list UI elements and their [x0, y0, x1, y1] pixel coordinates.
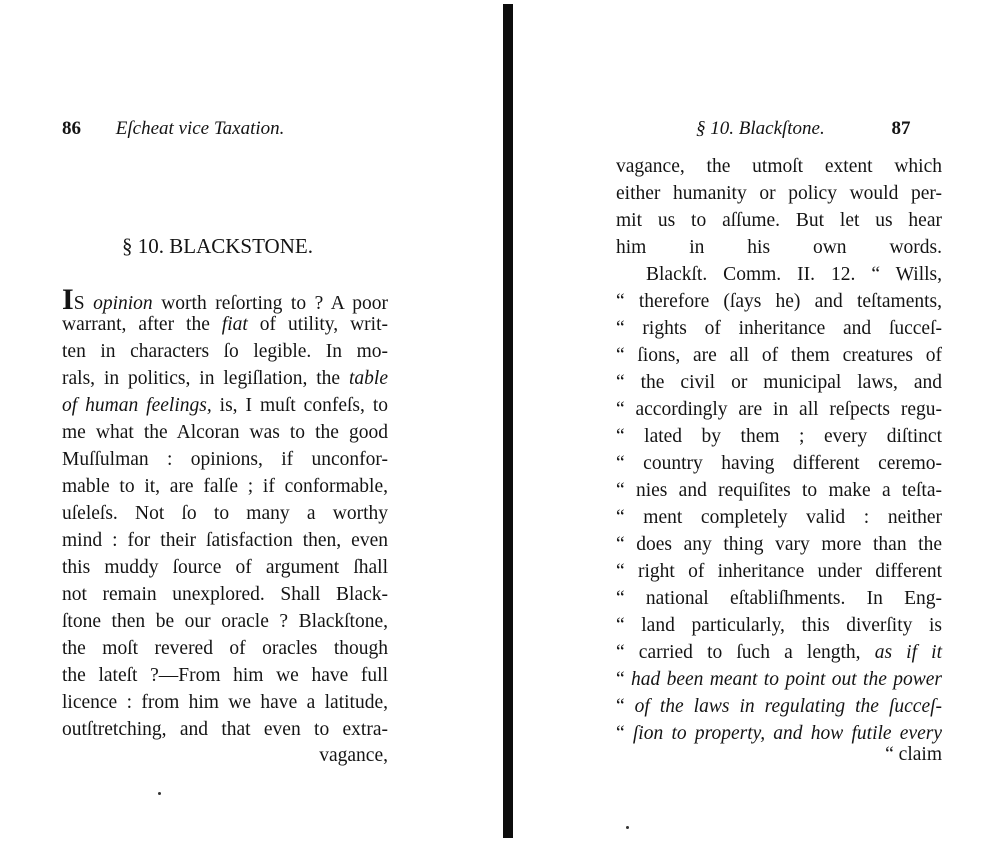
- text-line: [616, 670, 942, 690]
- line-text: vagance, the utmoſt extent which: [616, 156, 942, 177]
- line-text: “ ſions, are all of them creatures of: [616, 345, 942, 366]
- text-line: [62, 423, 388, 443]
- text-line: [62, 283, 388, 316]
- text-line: [616, 157, 942, 177]
- book-gutter: [503, 4, 513, 838]
- text-line: [62, 315, 388, 335]
- left-page-number: 86: [62, 118, 81, 139]
- line-text: of utility, writ-: [247, 314, 388, 335]
- text-line: [62, 531, 388, 551]
- line-text: “: [616, 669, 632, 690]
- left-catchword: vagance,: [319, 745, 388, 766]
- right-running-head: [696, 118, 911, 140]
- text-line: [616, 184, 942, 204]
- line-text: this muddy ſource of argument ſhall: [62, 557, 388, 578]
- italic-text: ſion to property, and how futile every: [632, 723, 943, 744]
- line-text: Blackſt. Comm. II. 12. “ Wills,: [646, 264, 942, 285]
- drop-cap: I: [62, 283, 74, 316]
- text-line: [616, 400, 942, 420]
- line-text: “: [616, 696, 635, 717]
- line-text: “ nies and requiſites to make a teſta-: [616, 480, 942, 501]
- ink-speck: [158, 792, 161, 795]
- line-text: ten in characters ſo legible. In mo-: [62, 341, 388, 362]
- line-text: “ national eſtabliſhments. In Eng-: [616, 588, 942, 609]
- line-text: is, I muſt confeſs, to: [211, 395, 388, 416]
- text-line: [62, 396, 388, 416]
- text-line: [62, 369, 388, 389]
- line-text: warrant, after the: [62, 314, 222, 335]
- left-running-title: Eſcheat vice Taxation.: [115, 118, 285, 139]
- text-line: [616, 346, 942, 366]
- right-page-number: 87: [891, 118, 911, 139]
- text-line: [62, 477, 388, 497]
- line-text: the lateſt ?—From him we have full: [62, 665, 388, 686]
- line-text: mind : for their ſatisfaction then, even: [62, 530, 388, 551]
- line-text: mit us to aſſume. But let us hear: [616, 210, 942, 231]
- line-text: “ does any thing vary more than the: [616, 534, 942, 555]
- text-line: [62, 720, 388, 740]
- line-text: “ ment completely valid : neither: [616, 507, 942, 528]
- line-text: “ rights of inheritance and ſucceſ-: [616, 318, 942, 339]
- line-text: him in his own words.: [616, 237, 942, 258]
- italic-text: had been meant to point out the power: [631, 669, 942, 690]
- line-text: uſeleſs. Not ſo to many a worthy: [62, 503, 388, 524]
- text-line: [616, 319, 942, 339]
- italic-text: of human feelings,: [62, 395, 212, 416]
- section-heading: § 10. BLACKSTONE.: [122, 234, 313, 258]
- line-text: Muſſulman : opinions, if unconfor-: [62, 449, 388, 470]
- line-text: S: [73, 293, 94, 314]
- text-line: [616, 454, 942, 474]
- line-text: licence : from him we have a latitude,: [62, 692, 388, 713]
- italic-text: of the laws in regulating the ſucceſ-: [634, 696, 943, 717]
- text-line: [62, 639, 388, 659]
- italic-text: fiat: [221, 314, 248, 335]
- text-line: [616, 211, 942, 231]
- text-line: [616, 292, 942, 312]
- line-text: me what the Alcoran was to the good: [62, 422, 388, 443]
- line-text: either humanity or policy would per-: [616, 183, 942, 204]
- text-line: [616, 481, 942, 501]
- line-text: “ right of inheritance under different: [616, 561, 942, 582]
- text-line: [616, 427, 942, 447]
- right-catchword: “ claim: [885, 744, 942, 765]
- right-running-title: § 10. Blackſtone.: [696, 118, 825, 139]
- text-line: [616, 643, 942, 663]
- text-line: [62, 612, 388, 632]
- line-text: not remain unexplored. Shall Black-: [62, 584, 388, 605]
- text-line: [616, 562, 942, 582]
- line-text: “ carried to ſuch a length,: [616, 642, 875, 663]
- ink-speck: [626, 826, 629, 829]
- text-line: [616, 724, 942, 744]
- italic-text: as if it: [874, 642, 942, 663]
- text-line: [616, 697, 942, 717]
- line-text: “ the civil or municipal laws, and: [616, 372, 942, 393]
- text-line: [616, 508, 942, 528]
- italic-text: table: [349, 368, 388, 389]
- text-line: [62, 504, 388, 524]
- text-line: [616, 589, 942, 609]
- italic-text: opinion: [93, 293, 153, 314]
- text-line: [62, 693, 388, 713]
- right-page: [516, 0, 1000, 841]
- line-text: “ lated by them ; every diſtinct: [616, 426, 942, 447]
- line-text: “: [616, 723, 633, 744]
- line-text: “ land particularly, this diverſity is: [616, 615, 942, 636]
- line-text: ſtone then be our oracle ? Blackſtone,: [62, 611, 388, 632]
- line-text: mable to it, are falſe ; if conformable,: [62, 476, 388, 497]
- text-line: [62, 558, 388, 578]
- text-line: [62, 342, 388, 362]
- text-line: [616, 616, 942, 636]
- line-text: “ accordingly are in all reſpects regu-: [616, 399, 942, 420]
- line-text: worth reſorting to ? A poor: [152, 293, 388, 314]
- text-line: [616, 373, 942, 393]
- line-text: the moſt revered of oracles though: [62, 638, 388, 659]
- left-running-head: [62, 118, 284, 140]
- text-line: [616, 238, 942, 258]
- line-text: “ therefore (ſays he) and teſtaments,: [616, 291, 942, 312]
- text-line: [646, 265, 942, 285]
- text-line: [616, 535, 942, 555]
- text-line: [62, 450, 388, 470]
- text-line: [62, 585, 388, 605]
- text-line: [62, 666, 388, 686]
- line-text: “ country having different ceremo-: [616, 453, 942, 474]
- line-text: rals, in politics, in legiſlation, the: [62, 368, 349, 389]
- line-text: outſtretching, and that even to extra-: [62, 719, 388, 740]
